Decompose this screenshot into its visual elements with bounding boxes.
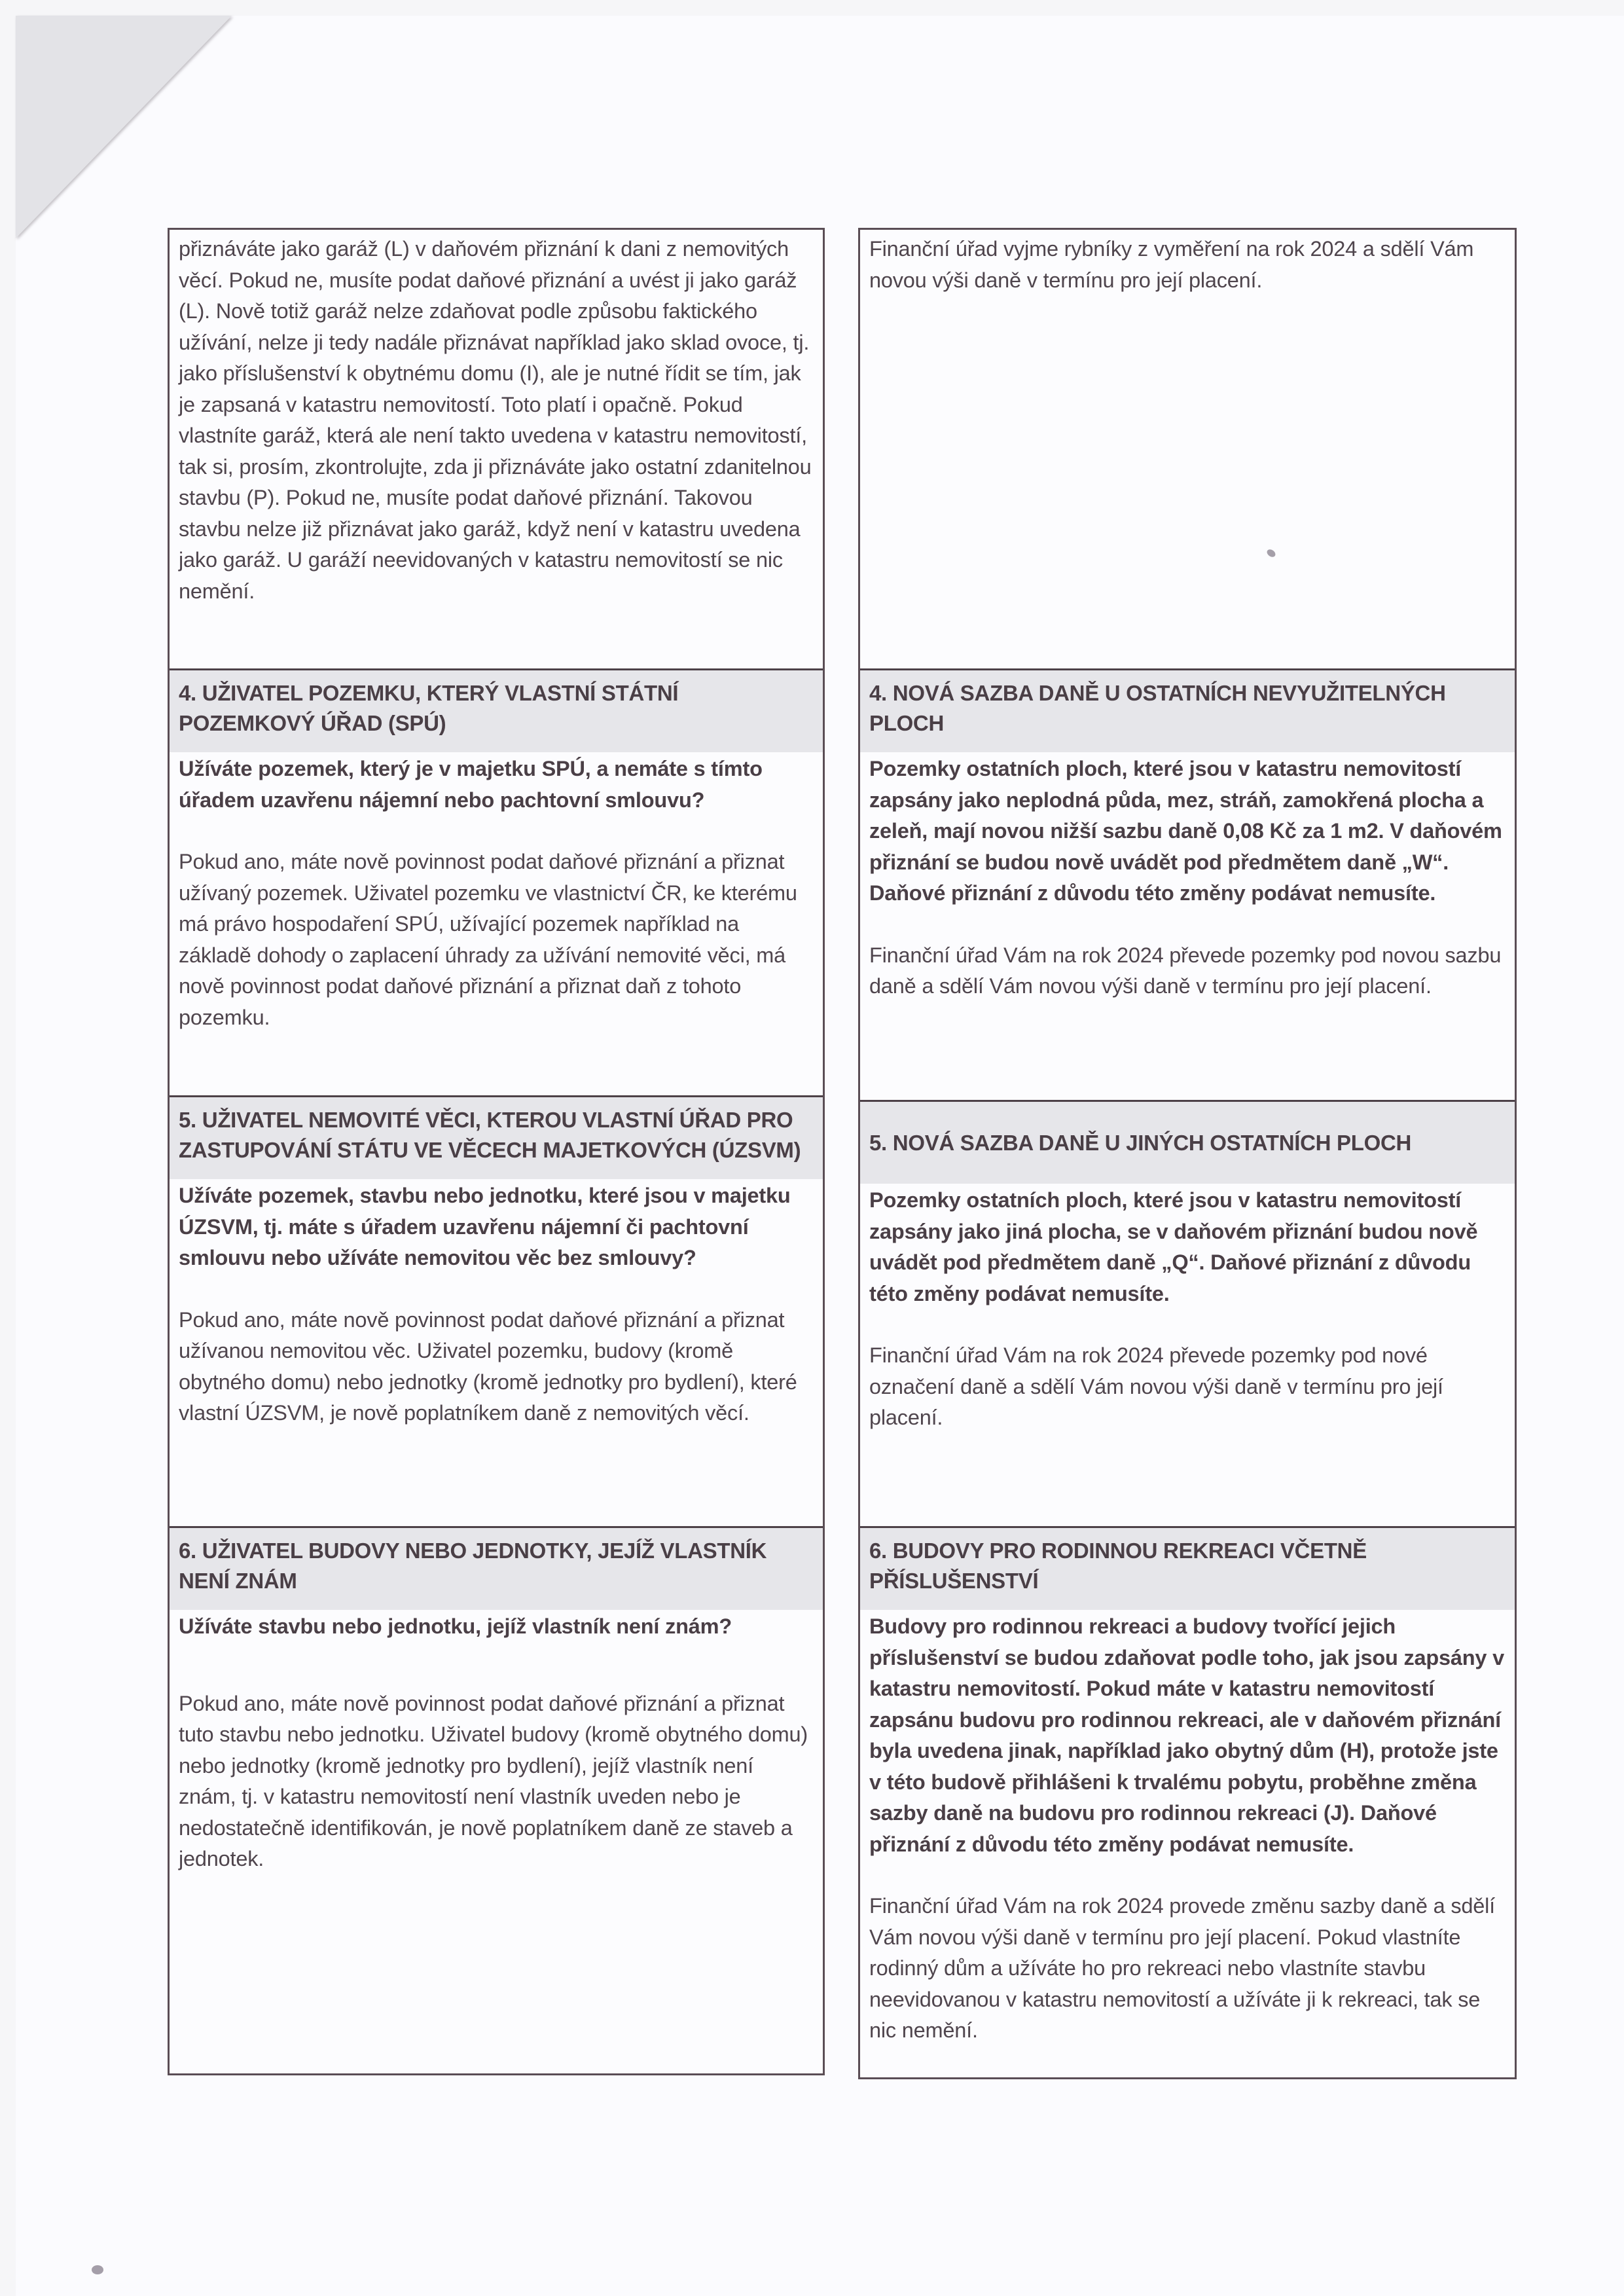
section-body: Finanční úřad Vám na rok 2024 převede pozemky pod novou sazbu daně a sdělí Vám novou výši daně v termínu pro její placení.: [869, 943, 1502, 998]
section-question: Užíváte pozemek, který je v majetku SPÚ, a nemáte s tímto úřadem uzavřenu nájemní nebo pachtovní smlouvu?: [179, 757, 763, 812]
right-section-4: [860, 668, 1515, 1100]
right-section-6: [860, 1526, 1515, 2077]
left-section-5: [170, 1095, 823, 1526]
section-heading: 6. BUDOVY PRO RODINNOU REKREACI VČETNĚ PŘÍSLUŠENSTVÍ: [860, 1528, 1515, 1610]
right-column-box: [858, 228, 1517, 2079]
section-lead: Pozemky ostatních ploch, které jsou v katastru nemovitostí zapsány jako neplodná půda, mez, stráň, zamokřená plocha a zeleň, mají novou nižší sazbu daně 0,08 Kč za 1 m2. V daňovém přiznání se budou nově uvádět pod předmětem daně „W“. Daňové přiznání z důvodu této změny podávat nemusíte.: [869, 757, 1502, 905]
section-lead: Pozemky ostatních ploch, které jsou v katastru nemovitostí zapsány jako jiná plocha, se v daňovém přiznání budou nově uvádět pod předmětem daně „Q“. Daňové přiznání z důvodu této změny podávat nemusíte.: [869, 1188, 1478, 1305]
section-question: Užíváte pozemek, stavbu nebo jednotku, které jsou v majetku ÚZSVM, tj. máte s úřadem uzavřenu nájemní či pachtovní smlouvu nebo užíváte nemovitou věc bez smlouvy?: [179, 1184, 791, 1269]
left-intro-section: [170, 230, 823, 668]
section-heading: 4. NOVÁ SAZBA DANĚ U OSTATNÍCH NEVYUŽITELNÝCH PLOCH: [860, 670, 1515, 752]
section-body: Pokud ano, máte nově povinnost podat daňové přiznání a přiznat užívaný pozemek. Uživatel pozemku ve vlastnictví ČR, ke kterému má právo hospodaření SPÚ, užívající pozemek například na základě dohody o zaplacení úhrady za užívání nemovité věci, má nově povinnost podat daňové přiznání a přiznat daň z tohoto pozemku.: [179, 850, 797, 1029]
section-body: Pokud ano, máte nově povinnost podat daňové přiznání a přiznat užívanou nemovitou věc. Uživatel pozemku, budovy (kromě obytného domu) nebo jednotky (kromě jednotky pro bydlení), které vlastní ÚZSVM, je nově poplatníkem daně z nemovitých věcí.: [179, 1307, 797, 1425]
section-lead: Budovy pro rodinnou rekreaci a budovy tvořící jejich příslušenství se budou zdaňovat podle toho, jak jsou zapsány v katastru nemovitostí. Pokud máte v katastru nemovitostí zapsánu budovu pro rodinnou rekreaci, ale v daňovém přiznání byla uvedena jinak, například jako obytný dům (H), protože jste v této budově přihlášeni k trvalému pobytu, proběhne změna sazby daně na budovu pro rodinnou rekreaci (J). Daňové přiznání z důvodu této změny podávat nemusíte.: [869, 1614, 1505, 1856]
section-heading: 5. UŽIVATEL NEMOVITÉ VĚCI, KTEROU VLASTNÍ ÚŘAD PRO ZASTUPOVÁNÍ STÁTU VE VĚCECH MAJETKOVÝCH (ÚZSVM): [170, 1097, 823, 1179]
section-heading: 5. NOVÁ SAZBA DANĚ U JINÝCH OSTATNÍCH PLOCH: [860, 1102, 1515, 1184]
right-intro-paragraph: Finanční úřad vyjme rybníky z vyměření na rok 2024 a sdělí Vám novou výši daně v termínu pro její placení.: [869, 237, 1474, 292]
left-intro-paragraph: přiznáváte jako garáž (L) v daňovém přiznání k dani z nemovitých věcí. Pokud ne, musíte podat daňové přiznání a uvést ji jako garáž (L). Nově totiž garáž nelze zdaňovat podle způsobu faktického užívání, nelze ji tedy nadále přiznávat například jako sklad ovoce, tj. jako příslušenství k obytnému domu (I), ale je nutné řídit se tím, jak je zapsaná v katastru nemovitostí. Toto platí i opačně. Pokud vlastníte garáž, která ale není takto uvedena v katastru nemovitostí, tak si, prosím, zkontrolujte, zda ji přiznáváte jako ostatní zdanitelnou stavbu (P). Pokud ne, musíte podat daňové přiznání. Takovou stavbu nelze již přiznávat jako garáž, když není v katastru uvedena jako garáž. U garáží neevidovaných v katastru nemovitostí se nic nemění.: [179, 237, 812, 603]
left-section-4: [170, 668, 823, 1095]
left-column-box: [168, 228, 825, 2075]
section-heading: 6. UŽIVATEL BUDOVY NEBO JEDNOTKY, JEJÍŽ VLASTNÍK NENÍ ZNÁM: [170, 1528, 823, 1610]
section-body: Finanční úřad Vám na rok 2024 převede pozemky pod nové označení daně a sdělí Vám novou výši daně v termínu pro její placení.: [869, 1343, 1443, 1429]
section-body: Finanční úřad Vám na rok 2024 provede změnu sazby daně a sdělí Vám novou výši daně v termínu pro její placení. Pokud vlastníte rodinný dům a užíváte ho pro rekreaci nebo vlastníte stavbu neevidovanou v katastru nemovitostí a užíváte ji k rekreaci, tak se nic nemění.: [869, 1894, 1495, 2042]
folded-corner: [16, 16, 232, 238]
scan-smudge: [92, 2265, 103, 2274]
section-heading: 4. UŽIVATEL POZEMKU, KTERÝ VLASTNÍ STÁTNÍ POZEMKOVÝ ÚŘAD (SPÚ): [170, 670, 823, 752]
section-question: Užíváte stavbu nebo jednotku, jejíž vlastník není znám?: [179, 1614, 732, 1638]
right-intro-section: [860, 230, 1515, 668]
section-body: Pokud ano, máte nově povinnost podat daňové přiznání a přiznat tuto stavbu nebo jednotku. Uživatel budovy (kromě obytného domu) nebo jednotky (kromě jednotky pro bydlení), jejíž vlastník není znám, tj. v katastru nemovitostí není vlastník uveden nebo je nedostatečně identifikován, je nově poplatníkem daně ze staveb a jednotek.: [179, 1691, 808, 1870]
left-section-6: [170, 1526, 823, 2073]
right-section-5: [860, 1100, 1515, 1526]
